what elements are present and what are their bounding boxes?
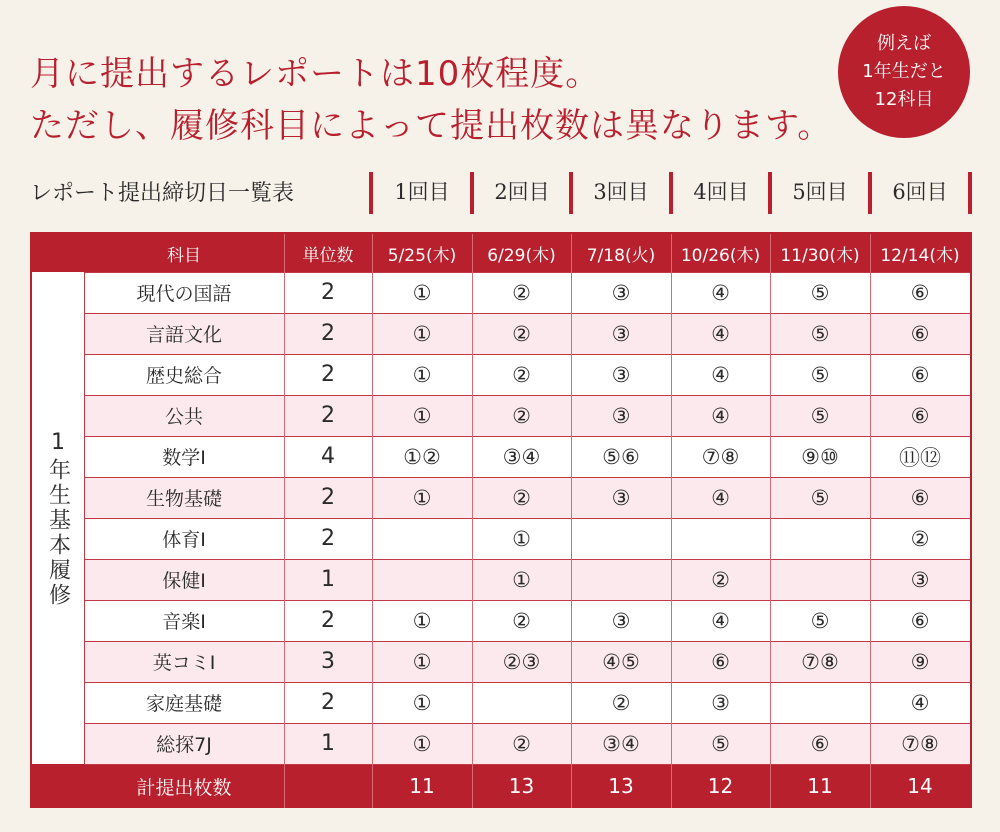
report-cell: ①	[412, 608, 432, 633]
report-cell: ②③	[502, 649, 541, 674]
report-cell	[372, 518, 472, 559]
report-cell: ②	[512, 362, 531, 387]
report-cell: ①	[412, 690, 432, 715]
report-cell: ①	[412, 649, 432, 674]
header-date: 7/18(火)	[586, 245, 656, 266]
report-cell: ③	[611, 280, 631, 305]
report-cell: ⑦⑧	[701, 444, 740, 469]
header-date: 5/25(木)	[387, 245, 457, 266]
header-date: 6/29(木)	[487, 245, 556, 266]
report-cell	[770, 682, 870, 723]
report-cell	[770, 559, 870, 600]
subject-cell: 現代の国語	[136, 283, 232, 305]
report-cell: ⑦⑧	[901, 731, 939, 756]
report-cell: ⑥	[910, 321, 930, 346]
round-label: 1回目	[394, 180, 450, 204]
headline	[30, 48, 832, 152]
units-cell: 4	[321, 444, 335, 469]
subject-cell: 家庭基礎	[145, 693, 222, 715]
subject-cell: 保健Ⅰ	[162, 570, 206, 592]
units-cell: 2	[321, 485, 335, 510]
report-cell: ④	[711, 485, 730, 510]
report-cell: ①	[412, 280, 432, 305]
report-cell: ①	[412, 362, 432, 387]
total-count: 11	[807, 774, 833, 798]
report-cell: ④	[711, 608, 730, 633]
header-date: 11/30(木)	[780, 245, 860, 266]
report-cell: ⑥	[910, 608, 930, 633]
report-cell: ⑤	[810, 608, 830, 633]
report-cell: ①	[512, 526, 531, 551]
header-units: 単位数	[302, 245, 354, 266]
report-cell: ③④	[502, 444, 541, 469]
report-cell: ③	[611, 362, 631, 387]
total-label: 計提出枚数	[136, 776, 232, 799]
total-count: 13	[508, 774, 535, 798]
report-cell: ④	[711, 280, 730, 305]
report-cell: ③	[611, 485, 631, 510]
group-label: 1年生基本履修	[45, 430, 71, 608]
report-cell: ②	[512, 280, 531, 305]
report-cell: ⑥	[910, 280, 930, 305]
round-label: 6回目	[892, 180, 948, 204]
total-units	[284, 764, 372, 808]
report-cell: ⑤	[711, 731, 730, 756]
example-badge	[838, 6, 970, 138]
report-cell: ③	[611, 403, 631, 428]
report-cell: ③	[611, 321, 631, 346]
units-cell: 2	[321, 690, 335, 715]
report-cell: ⑨⑩	[801, 444, 839, 469]
report-cell: ④⑤	[602, 649, 640, 674]
total-count: 14	[907, 774, 933, 798]
report-cell: ⑥	[810, 731, 830, 756]
report-cell: ②	[910, 526, 930, 551]
header-date: 10/26(木)	[680, 245, 761, 266]
report-cell	[571, 518, 671, 559]
badge-line-1: 例えば	[877, 33, 931, 54]
total-count: 11	[409, 774, 435, 798]
subject-cell: 歴史総合	[145, 365, 222, 387]
units-cell: 2	[321, 403, 335, 428]
schedule-title: レポート提出締切日一覧表	[30, 181, 295, 206]
report-cell: ②	[512, 485, 531, 510]
report-cell	[770, 518, 870, 559]
report-cell: ④	[711, 362, 730, 387]
report-cell: ①②	[403, 444, 441, 469]
report-cell: ③	[611, 608, 631, 633]
report-cell: ①	[412, 731, 432, 756]
subject-cell: 体育Ⅰ	[162, 529, 206, 551]
subject-cell: 数学Ⅰ	[162, 447, 206, 469]
report-cell: ⑤	[810, 403, 830, 428]
subject-cell: 総探7J	[156, 734, 212, 756]
header-date: 12/14(木)	[880, 245, 960, 266]
report-cell: ⑪⑫	[899, 445, 941, 470]
report-cell: ②	[512, 321, 531, 346]
report-cell	[671, 518, 770, 559]
report-cell: ①	[412, 403, 432, 428]
report-cell: ⑤	[810, 280, 830, 305]
report-cell: ①	[412, 321, 432, 346]
report-cell: ⑤	[810, 362, 830, 387]
deadline-schedule-header	[30, 168, 974, 218]
units-cell: 2	[321, 280, 335, 305]
header-subject: 科目	[167, 245, 201, 266]
report-cell: ②	[611, 690, 631, 715]
subject-cell: 生物基礎	[145, 488, 222, 510]
report-cell: ④	[711, 321, 730, 346]
round-label: 2回目	[494, 180, 550, 204]
round-label: 5回目	[792, 180, 848, 204]
report-cell: ②	[711, 567, 730, 592]
deadline-table	[30, 232, 972, 808]
units-cell: 1	[321, 567, 335, 592]
units-cell: 2	[321, 321, 335, 346]
divider-bar	[968, 172, 972, 214]
report-cell: ③④	[602, 731, 640, 756]
subject-cell: 公共	[164, 406, 203, 428]
units-cell: 1	[321, 731, 335, 756]
units-cell: 2	[321, 608, 335, 633]
report-cell: ①	[512, 567, 531, 592]
report-cell: ⑥	[910, 485, 930, 510]
badge-line-3: 12科目	[874, 89, 934, 110]
headline-line-1: 月に提出するレポートは10枚程度。	[30, 54, 601, 94]
report-cell: ⑤	[810, 485, 830, 510]
total-count: 13	[608, 774, 634, 798]
report-cell: ②	[512, 403, 531, 428]
report-cell: ②	[512, 608, 531, 633]
subject-cell: 英コミⅠ	[152, 652, 216, 674]
report-cell: ④	[910, 690, 930, 715]
report-cell: ②	[512, 731, 531, 756]
report-cell: ③	[711, 690, 730, 715]
round-label: 3回目	[593, 180, 649, 204]
units-cell: 2	[321, 362, 335, 387]
subject-cell: 言語文化	[145, 324, 222, 346]
report-cell: ⑥	[910, 362, 930, 387]
total-count: 12	[707, 774, 734, 798]
report-cell: ⑤⑥	[602, 444, 640, 469]
report-cell: ⑨	[910, 649, 930, 674]
report-cell	[571, 559, 671, 600]
badge-line-2: 1年生だと	[862, 61, 946, 82]
report-cell: ①	[412, 485, 432, 510]
report-cell: ⑥	[910, 403, 930, 428]
report-cell: ⑦⑧	[801, 649, 839, 674]
report-cell: ⑥	[711, 649, 730, 674]
round-label: 4回目	[693, 180, 749, 204]
subject-cell: 音楽Ⅰ	[162, 611, 206, 633]
report-cell	[372, 559, 472, 600]
report-cell: ⑤	[810, 321, 830, 346]
units-cell: 3	[321, 649, 335, 674]
report-cell: ③	[910, 567, 930, 592]
units-cell: 2	[321, 526, 335, 551]
report-cell: ④	[711, 403, 730, 428]
report-cell	[472, 682, 571, 723]
headline-line-2: ただし、履修科目によって提出枚数は異なります。	[30, 106, 833, 146]
